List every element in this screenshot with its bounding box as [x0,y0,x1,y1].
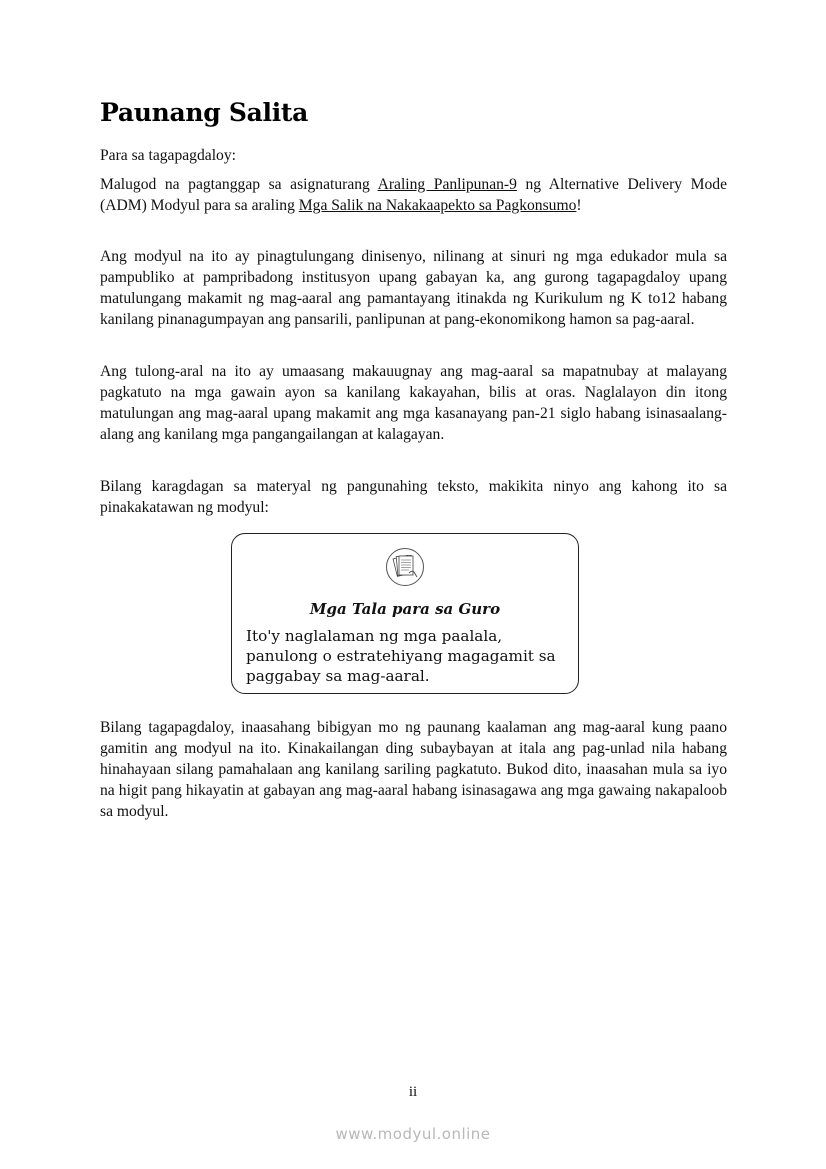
page-title: Paunang Salita [100,98,309,127]
subject-link: Araling Panlipunan-9 [377,176,517,193]
paragraph-design: Ang modyul na ito ay pinagtulungang dinisenyo, nilinang at sinuri ng mga edukador mula sa pampubliko at pampribadong institusyon upang gabayan ka, ang gurong tagapagdaloy upang matulungang makamit ng mag-aaral ang pamantayang itinakda ng Kurikulum ng K to12 habang kanilang pinanagumpayan ang pansarili, panlipunan at pang-ekonomikong hamon sa pag-aaral. [100,248,727,328]
intro-text-1: Malugod na pagtanggap sa asignaturang [100,176,378,193]
watermark: www.modyul.online [335,1125,491,1143]
paragraph-purpose: Ang tulong-aral na ito ay umaasang makauugnay ang mag-aaral sa mapatnubay at malayang pagkatuto na mga gawain ayon sa kanilang kakayahan, bilis at oras. Naglalayon din itong matulungan ang mag-aaral upang makamit ang mga kasanayang pan-21 siglo habang isinasaalang-alang ang kanilang mga pangangailangan at kalagayan. [100,363,727,443]
intro-text-3: ! [576,197,582,214]
teacher-notes-title: Mga Tala para sa Guro [309,600,501,618]
lesson-link: Mga Salik na Nakakaapekto sa Pagkonsumo [298,197,577,214]
paragraph-facilitator: Bilang tagapagdaloy, inaasahang bibigyan mo ng paunang kaalaman ang mag-aaral kung paano gamitin ang modyul na ito. Kinakailangan ding subaybayan at itala ang pag-unlad nila habang hinahayaan silang pamahalaan ang kanilang sariling pagkatuto. Bukod dito, inaasahan mula sa iyo na higit pang hikayatin at gabayan ang mag-aaral habang isinasagawa ang mga gawaing nakapaloob sa modyul. [100,719,727,820]
teacher-notes-icon [385,547,425,587]
greeting: Para sa tagapagdaloy: [100,147,236,164]
page-number: ii [408,1084,418,1100]
intro-text-2: ng Alternative Delivery Mode (ADM) Modyul para sa araling [100,176,728,214]
teacher-notes-text: Ito'y naglalaman ng mga paalala, panulong o estratehiyang magagamit sa paggabay sa mag-aaral. [246,627,556,685]
teacher-notes-box [231,533,579,694]
paragraph-box-intro: Bilang karagdagan sa materyal ng pangunahing teksto, makikita ninyo ang kahong ito sa pinakakatawan ng modyul: [100,478,727,516]
intro-paragraph [100,174,727,216]
